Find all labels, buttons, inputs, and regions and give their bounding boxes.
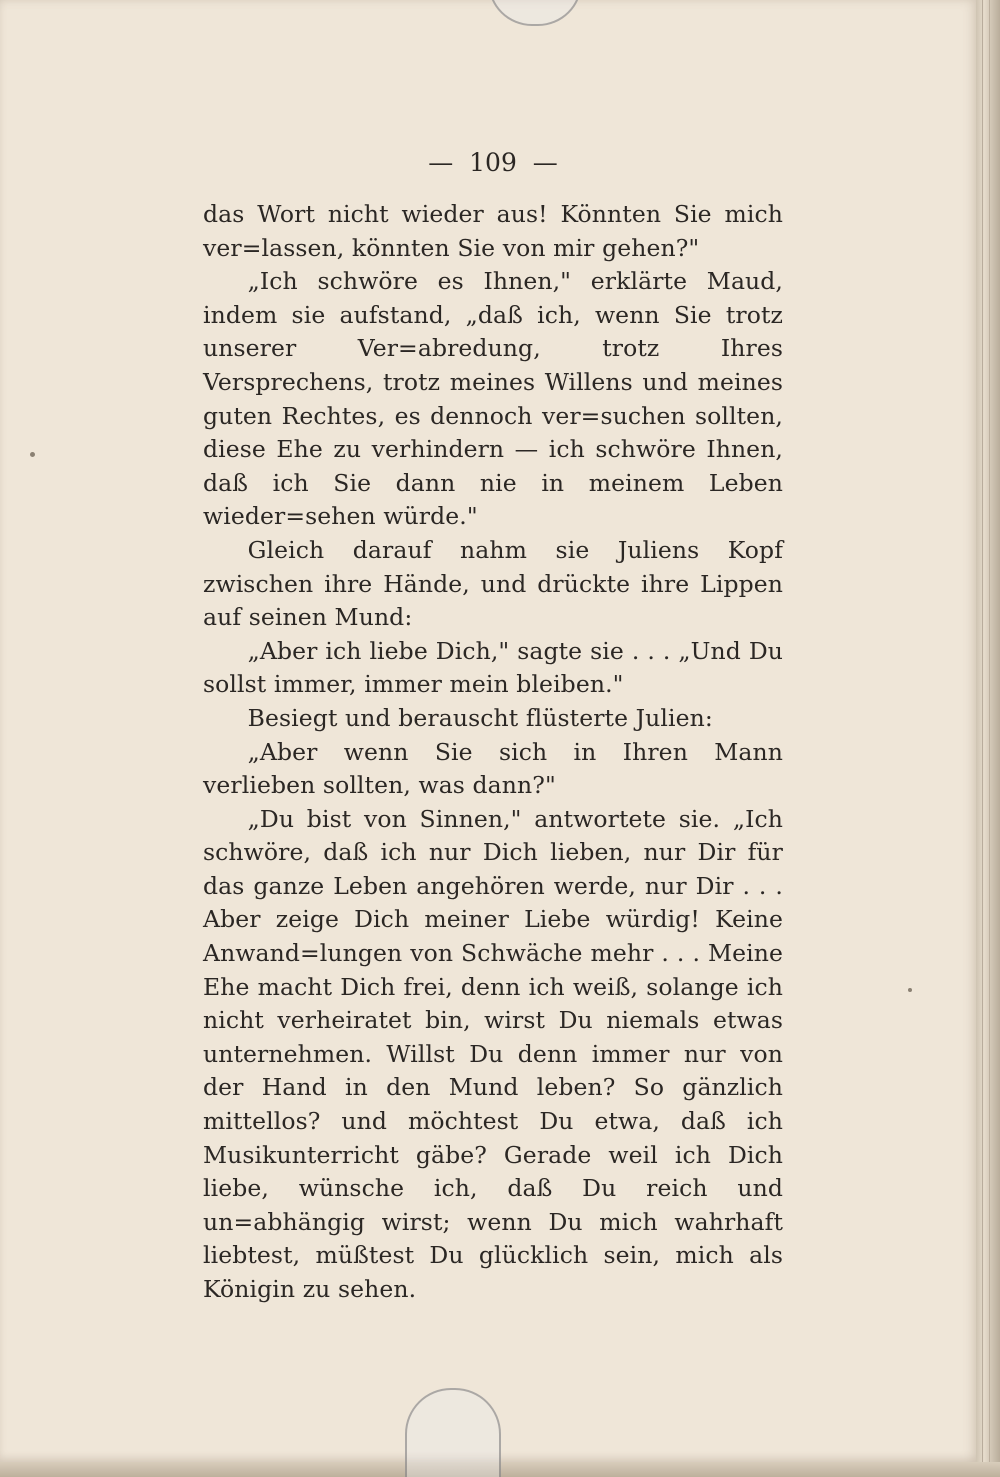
- paragraph-4: „Aber ich liebe Dich," sagte sie . . . „Und Du sollst immer, immer mein bleiben.": [203, 636, 783, 699]
- paragraph-2: „Ich schwöre es Ihnen," erklärte Maud, indem sie aufstand, „daß ich, wenn Sie trotz unserer Ver=abredung, trotz Ihres Versprechens, trotz meines Willens und meines guten Rechtes, es dennoch ver=suchen sollten, diese Ehe zu verhindern — ich schwöre Ihnen, daß ich Sie dann nie in meinem Leben wieder=sehen würde.": [203, 267, 783, 531]
- paper-fleck: [30, 452, 35, 457]
- page-clip-bottom: [405, 1388, 501, 1477]
- page-stack-edge: [976, 0, 1000, 1477]
- body-text: [203, 198, 783, 1307]
- paragraph-1: das Wort nicht wieder aus! Könnten Sie mich ver=lassen, könnten Sie von mir gehen?": [203, 200, 783, 262]
- paragraph-6: „Aber wenn Sie sich in Ihren Mann verlieben sollten, was dann?": [203, 737, 783, 800]
- paragraph-3: Gleich darauf nahm sie Juliens Kopf zwischen ihre Hände, und drückte ihre Lippen auf seinen Mund:: [203, 535, 783, 632]
- paper-fleck: [908, 988, 912, 992]
- paragraph-7: „Du bist von Sinnen," antwortete sie. „Ich schwöre, daß ich nur Dich lieben, nur Dir für das ganze Leben angehören werde, nur Dir . . . Aber zeige Dich meiner Liebe würdig! Keine Anwand=lungen von Schwäche mehr . . . Meine Ehe macht Dich frei, denn ich weiß, solange ich nicht verheiratet bin, wirst Du niemals etwas unternehmen. Willst Du denn immer nur von der Hand in den Mund leben? So gänzlich mittellos? und möchtest Du etwa, daß ich Musikunterricht gäbe? Gerade weil ich Dich liebe, wünsche ich, daß Du reich und un=abhängig wirst; wenn Du mich wahrhaft liebtest, müßtest Du glücklich sein, mich als Königin zu sehen.: [203, 804, 783, 1303]
- page-number-header: — 109 —: [428, 148, 558, 177]
- paragraph-5: Besiegt und berauscht flüsterte Julien:: [247, 703, 713, 732]
